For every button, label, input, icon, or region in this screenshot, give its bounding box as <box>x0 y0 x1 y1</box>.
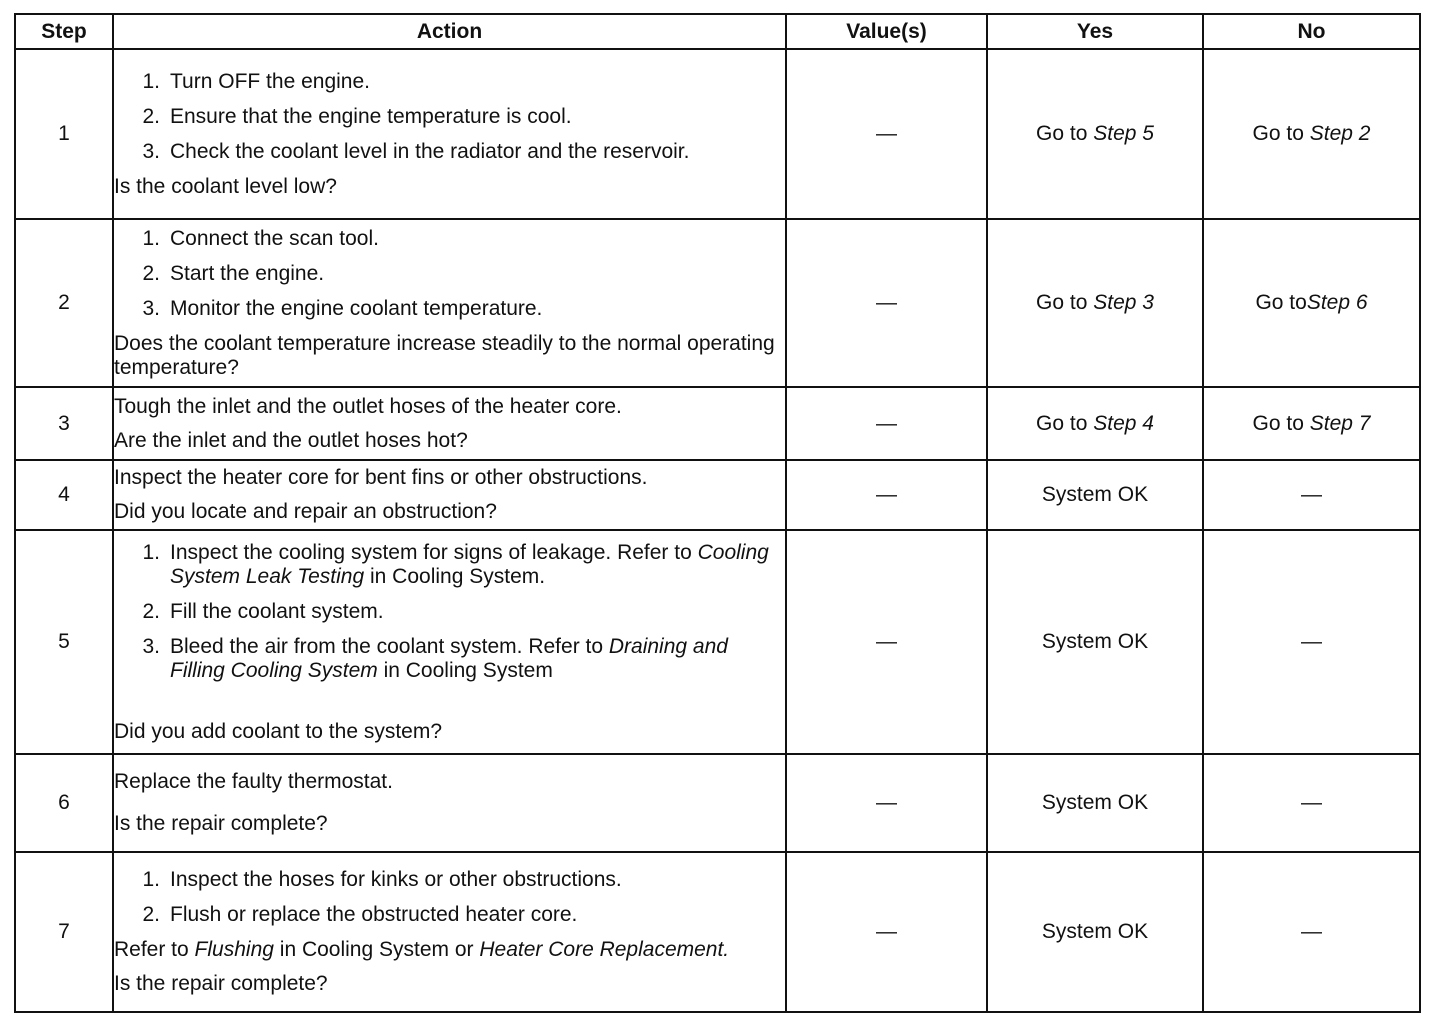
action-text: Replace the faulty thermostat. <box>114 770 393 793</box>
step-number: 6 <box>15 754 113 852</box>
value-cell: — <box>786 460 987 530</box>
goto-label: Go to <box>1252 122 1310 145</box>
step-number: 1 <box>15 49 113 219</box>
yes-cell: System OK <box>987 852 1203 1012</box>
action-text: Tough the inlet and the outlet hoses of the heater core. <box>114 394 622 418</box>
header-step: Step <box>15 14 113 49</box>
list-text: Ensure that the engine temperature is cool. <box>170 104 572 128</box>
no-cell <box>1203 49 1420 219</box>
yes-cell <box>987 219 1203 387</box>
diagnostic-table <box>14 13 1421 1013</box>
table-row-step-5 <box>15 530 1420 754</box>
list-item <box>114 903 785 927</box>
step-number: 4 <box>15 460 113 530</box>
list-text: Bleed the air from the coolant system. Refer to Draining and Filling Cooling System in Cooling System <box>170 634 728 682</box>
refer-text: Refer to Flushing in Cooling System or Heater Core Replacement. <box>114 938 730 961</box>
value-cell: — <box>786 49 987 219</box>
list-item <box>114 140 785 164</box>
list-item <box>114 600 785 624</box>
action-cell <box>113 387 786 460</box>
action-cell <box>113 460 786 530</box>
goto-label: Go to <box>1252 411 1310 435</box>
question-text: Did you add coolant to the system? <box>114 719 443 743</box>
goto-label: Go to <box>1036 291 1094 314</box>
action-text: Inspect the heater core for bent fins or other obstructions. <box>114 466 648 489</box>
yes-cell: System OK <box>987 530 1203 754</box>
list-number: 3. <box>142 634 160 658</box>
list-text: Fill the coolant system. <box>170 599 384 623</box>
action-cell <box>113 754 786 852</box>
yes-cell <box>987 49 1203 219</box>
list-item <box>114 70 785 94</box>
step-number: 3 <box>15 387 113 460</box>
step-number: 7 <box>15 852 113 1012</box>
step-reference: Step 5 <box>1093 122 1154 145</box>
list-number: 2. <box>142 903 160 926</box>
question-text: Are the inlet and the outlet hoses hot? <box>114 428 468 452</box>
list-number: 2. <box>142 104 160 128</box>
step-reference: Step 7 <box>1309 411 1371 435</box>
action-cell <box>113 219 786 387</box>
list-text: Monitor the engine coolant temperature. <box>170 296 543 320</box>
header-row <box>15 14 1420 49</box>
list-number: 1. <box>142 226 160 250</box>
step-reference: Step 2 <box>1309 122 1371 145</box>
no-cell <box>1203 387 1420 460</box>
cross-reference: Draining and Filling Cooling System <box>170 634 728 682</box>
no-cell: — <box>1203 754 1420 852</box>
list-number: 1. <box>142 540 160 564</box>
yes-cell: System OK <box>987 460 1203 530</box>
list-item <box>114 541 785 589</box>
list-item <box>114 227 785 251</box>
list-text: Turn OFF the engine. <box>170 69 370 93</box>
table-row-step-1 <box>15 49 1420 219</box>
step-number: 5 <box>15 530 113 754</box>
question-text: Is the repair complete? <box>114 972 328 995</box>
list-text: Connect the scan tool. <box>170 226 379 250</box>
no-cell: — <box>1203 530 1420 754</box>
action-cell <box>113 530 786 754</box>
step-number: 2 <box>15 219 113 387</box>
header-action: Action <box>113 14 786 49</box>
value-cell: — <box>786 387 987 460</box>
list-text: Flush or replace the obstructed heater core. <box>170 903 578 926</box>
list-text: Start the engine. <box>170 261 325 285</box>
cross-reference: Cooling System Leak Testing <box>170 540 769 588</box>
question-text: Does the coolant temperature increase steadily to the normal operating temperature? <box>114 331 775 379</box>
list-item <box>114 105 785 129</box>
yes-cell: System OK <box>987 754 1203 852</box>
table-row-step-7 <box>15 852 1420 1012</box>
value-cell: — <box>786 852 987 1012</box>
goto-label: Go to <box>1255 291 1307 314</box>
list-number: 2. <box>142 261 160 285</box>
action-cell <box>113 852 786 1012</box>
list-number: 2. <box>142 599 160 623</box>
list-item <box>114 635 785 683</box>
header-yes: Yes <box>987 14 1203 49</box>
list-text: Check the coolant level in the radiator and the reservoir. <box>170 139 690 163</box>
step-reference: Step 3 <box>1093 291 1154 314</box>
value-cell: — <box>786 754 987 852</box>
list-number: 1. <box>142 868 160 891</box>
cross-reference: Heater Core Replacement. <box>479 938 730 961</box>
table-row-step-4 <box>15 460 1420 530</box>
list-number: 3. <box>142 139 160 163</box>
list-item <box>114 262 785 286</box>
list-number: 1. <box>142 69 160 93</box>
no-cell <box>1203 219 1420 387</box>
question-text: Is the repair complete? <box>114 812 328 835</box>
no-cell: — <box>1203 460 1420 530</box>
question-text: Did you locate and repair an obstruction? <box>114 500 497 523</box>
goto-label: Go to <box>1036 122 1094 145</box>
step-reference: Step 6 <box>1306 291 1368 314</box>
list-number: 3. <box>142 296 160 320</box>
list-item <box>114 297 785 321</box>
yes-cell <box>987 387 1203 460</box>
header-values: Value(s) <box>786 14 987 49</box>
list-item <box>114 868 785 892</box>
header-no: No <box>1203 14 1420 49</box>
value-cell: — <box>786 530 987 754</box>
no-cell: — <box>1203 852 1420 1012</box>
action-cell <box>113 49 786 219</box>
step-reference: Step 4 <box>1093 411 1154 435</box>
cross-reference: Flushing <box>194 938 274 961</box>
table-row-step-2 <box>15 219 1420 387</box>
table-row-step-6 <box>15 754 1420 852</box>
question-text: Is the coolant level low? <box>114 174 337 198</box>
list-text: Inspect the hoses for kinks or other obstructions. <box>170 868 622 891</box>
value-cell: — <box>786 219 987 387</box>
goto-label: Go to <box>1036 411 1094 435</box>
table-row-step-3 <box>15 387 1420 460</box>
list-text: Inspect the cooling system for signs of leakage. Refer to Cooling System Leak Testing in Cooling System. <box>170 540 769 588</box>
